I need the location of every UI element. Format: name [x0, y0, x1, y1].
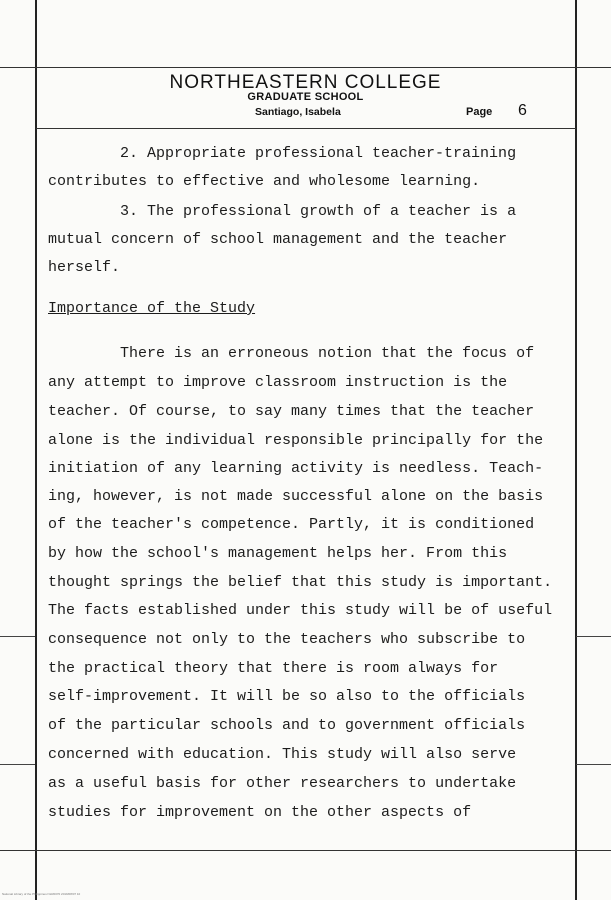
- paragraph-line: as a useful basis for other researchers to undertake: [48, 775, 517, 792]
- section-heading: Importance of the Study: [48, 300, 256, 317]
- paragraph-line: teacher. Of course, to say many times that the teacher: [48, 403, 535, 420]
- list-item-3-line-2: mutual concern of school management and the teacher: [48, 231, 508, 248]
- school-location: Santiago, Isabela: [255, 106, 341, 118]
- header-top-rule: [0, 67, 611, 68]
- list-item-3-line-3: herself.: [48, 259, 121, 276]
- school-name: GRADUATE SCHOOL: [247, 91, 364, 103]
- paragraph-line: consequence not only to the teachers who subscribe to: [48, 631, 526, 648]
- margin-tick: [576, 764, 611, 765]
- paragraph-line: self-improvement. It will be so also to the officials: [48, 688, 526, 705]
- paragraph-line: initiation of any learning activity is needless. Teach-: [48, 460, 544, 477]
- list-item-3-line-1: 3. The professional growth of a teacher is a: [120, 203, 517, 220]
- paragraph-line: The facts established under this study will be of useful: [48, 602, 553, 619]
- list-item-2-line-2: contributes to effective and wholesome learning.: [48, 173, 481, 190]
- margin-tick: [0, 636, 35, 637]
- page-number: 6: [518, 102, 527, 119]
- archive-footer-note: National Library of the Philippines NLR0070 2019/08/07 10: [2, 892, 81, 896]
- list-item-2-line-1: 2. Appropriate professional teacher-training: [120, 145, 517, 162]
- paragraph-line: of the teacher's competence. Partly, it is conditioned: [48, 516, 535, 533]
- page-label: Page: [466, 106, 493, 118]
- paragraph-line: alone is the individual responsible principally for the: [48, 432, 544, 449]
- paragraph-line: by how the school's management helps her. From this: [48, 545, 508, 562]
- paragraph-line: ing, however, is not made successful alone on the basis: [48, 488, 544, 505]
- margin-tick: [0, 764, 35, 765]
- paragraph-line: thought springs the belief that this study is important.: [48, 574, 553, 591]
- paragraph-line: There is an erroneous notion that the focus of: [120, 345, 535, 362]
- paragraph-line: the practical theory that there is room always for: [48, 660, 499, 677]
- paragraph-line: any attempt to improve classroom instruction is the: [48, 374, 508, 391]
- paragraph-line: concerned with education. This study will also serve: [48, 746, 517, 763]
- right-margin-rule: [575, 0, 577, 900]
- college-name: NORTHEASTERN COLLEGE: [169, 72, 442, 93]
- left-margin-rule: [35, 0, 37, 900]
- paragraph-line: studies for improvement on the other aspects of: [48, 804, 472, 821]
- paragraph-line: of the particular schools and to government officials: [48, 717, 526, 734]
- footer-rule: [0, 850, 611, 851]
- header-bottom-rule: [36, 128, 576, 129]
- margin-tick: [576, 636, 611, 637]
